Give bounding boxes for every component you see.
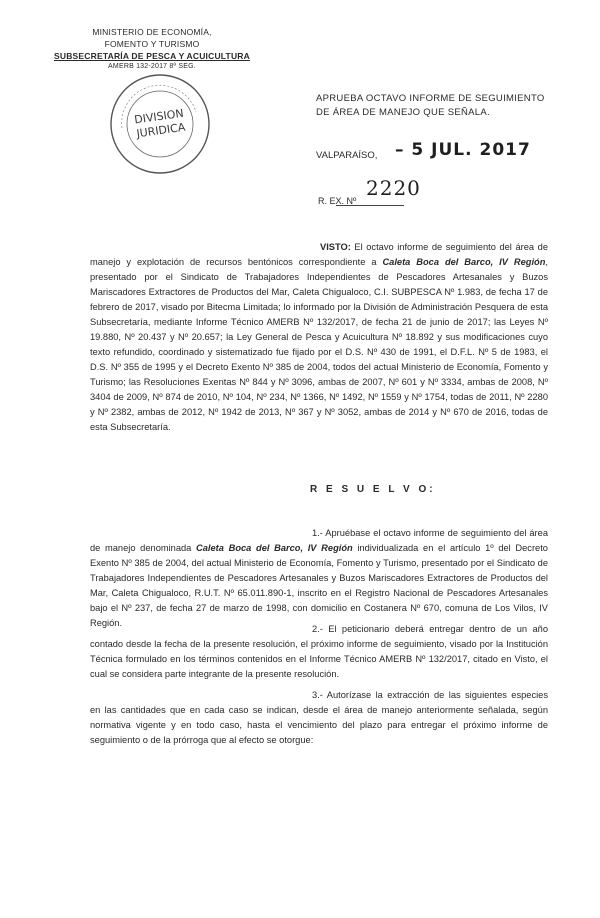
- ministry-header: [52, 26, 252, 71]
- subsecretaria-line: SUBSECRETARÍA DE PESCA Y ACUICULTURA: [54, 51, 250, 61]
- resolution-number-line: [336, 205, 404, 206]
- visto-text-2: , presentado por el Sindicato de Trabajadores Independientes de Pescadores Artesanales y Buzos Mariscadores Extractores de Productos del Mar, Caleta Chigualoco, C.I. SUBPESCA Nº 1.983, de fecha 17 de febrero de 2017, visado por Bitecma Limitada; lo informado por la División de Administración Pesquera de esta Subsecretaría, mediante Informe Técnico AMERB Nº 132/2017, de fecha 21 de junio de 2017; las Leyes Nº 19.880, Nº 20.437 y Nº 20.657; la Ley General de Pesca y Acuicultura Nº 18.892 y sus modificaciones cuyo texto refundido, coordinado y sistematizado fue fijado por el D.S. Nº 430 de 1991, el D.F.L. Nº 5 de 1983, el D.S. Nº 355 de 1995 y el Decreto Exento Nº 385 de 2004, todos del actual Ministerio de Economía, Fomento y Turismo; las Resoluciones Exentas Nº 844 y Nº 3096, ambas de 2007, Nº 601 y Nº 3334, ambas de 2008, Nº 3404 de 2009, Nº 874 de 2010, Nº 104, Nº 234, Nº 1366, Nº 1492, Nº 1559 y Nº 1754, todas de 2011, Nº 2280 y Nº 2382, ambas de 2012, Nº 1942 de 2013, Nº 367 y Nº 3052, ambas de 2014 y Nº 670 de 2016, todas de esta Subsecretaría.: [90, 257, 548, 432]
- paragraph-2-text: 2.- El peticionario deberá entregar dentro de un año contado desde la fecha de la presente resolución, el próximo informe de seguimiento, visado por la Institución Técnica formulado en los términos contenidos en el Informe Técnico AMERB Nº 132/2017, citado en Visto, el cual se considera parte integrante de la presente resolución.: [90, 624, 548, 679]
- paragraph-3-text: 3.- Autorízase la extracción de las siguientes especies en las cantidades que en cada caso se indican, desde el área de manejo anteriormente señalada, según normativa vigente y en todo caso, hasta el vencimiento del plazo para entregar el próximo informe de seguimiento o de la prórroga que al efecto se otorgue:: [90, 690, 548, 745]
- city: VALPARAÍSO,: [316, 150, 378, 161]
- ministry-line-1: MINISTERIO DE ECONOMÍA,: [92, 27, 212, 37]
- paragraph-1-area-name: Caleta Boca del Barco, IV Región: [196, 543, 353, 553]
- seal-line-2: JURIDICA: [135, 120, 187, 141]
- title-line-1: APRUEBA OCTAVO INFORME DE SEGUIMIENTO: [316, 93, 545, 104]
- resolution-number: 2220: [366, 176, 421, 200]
- resuelvo-heading: R E S U E L V O:: [310, 484, 436, 495]
- paragraph-1: [90, 526, 548, 631]
- seal-line-1: DIVISION: [133, 106, 185, 127]
- paragraph-1-text-2: individualizada en el artículo 1º del Decreto Exento Nº 385 de 2004, del actual Ministerio de Economía, Fomento y Turismo, presentado por el Sindicato de Trabajadores Independientes de Pescadores Artesanales y Buzos Mariscadores Extractores de Productos del Mar, Caleta Chigualoco, R.U.T. Nº 65.011.890-1, inscrito en el Registro Nacional de Pescadores Artesanales bajo el Nº 237, de fecha 27 de marzo de 1998, con domicilio en Costanera Nº 670, comuna de Los Vilos, IV Región.: [90, 543, 548, 628]
- title-line-2: DE ÁREA DE MANEJO QUE SEÑALA.: [316, 107, 490, 118]
- ministry-line-2: FOMENTO Y TURISMO: [104, 39, 200, 49]
- paragraph-2: [90, 622, 548, 682]
- resolution-title: [316, 92, 576, 120]
- resolution-label: R. EX. Nº: [318, 196, 357, 206]
- date-stamp: – 5 JUL. 2017: [395, 140, 531, 160]
- visto-label: VISTO:: [320, 242, 351, 252]
- visto-paragraph: [90, 240, 548, 435]
- reference-code: AMERB 132-2017 8º SEG.: [108, 63, 196, 70]
- paragraph-3: [90, 688, 548, 748]
- visto-text-1: El octavo informe de seguimiento del área de manejo y explotación de recursos bentónicos correspondiente a: [90, 242, 548, 267]
- visto-area-name: Caleta Boca del Barco, IV Región: [382, 257, 546, 267]
- division-juridica-seal: [108, 72, 212, 176]
- paragraph-1-text-1: 1.- Apruébase el octavo informe de seguimiento del área de manejo denominada: [90, 528, 548, 553]
